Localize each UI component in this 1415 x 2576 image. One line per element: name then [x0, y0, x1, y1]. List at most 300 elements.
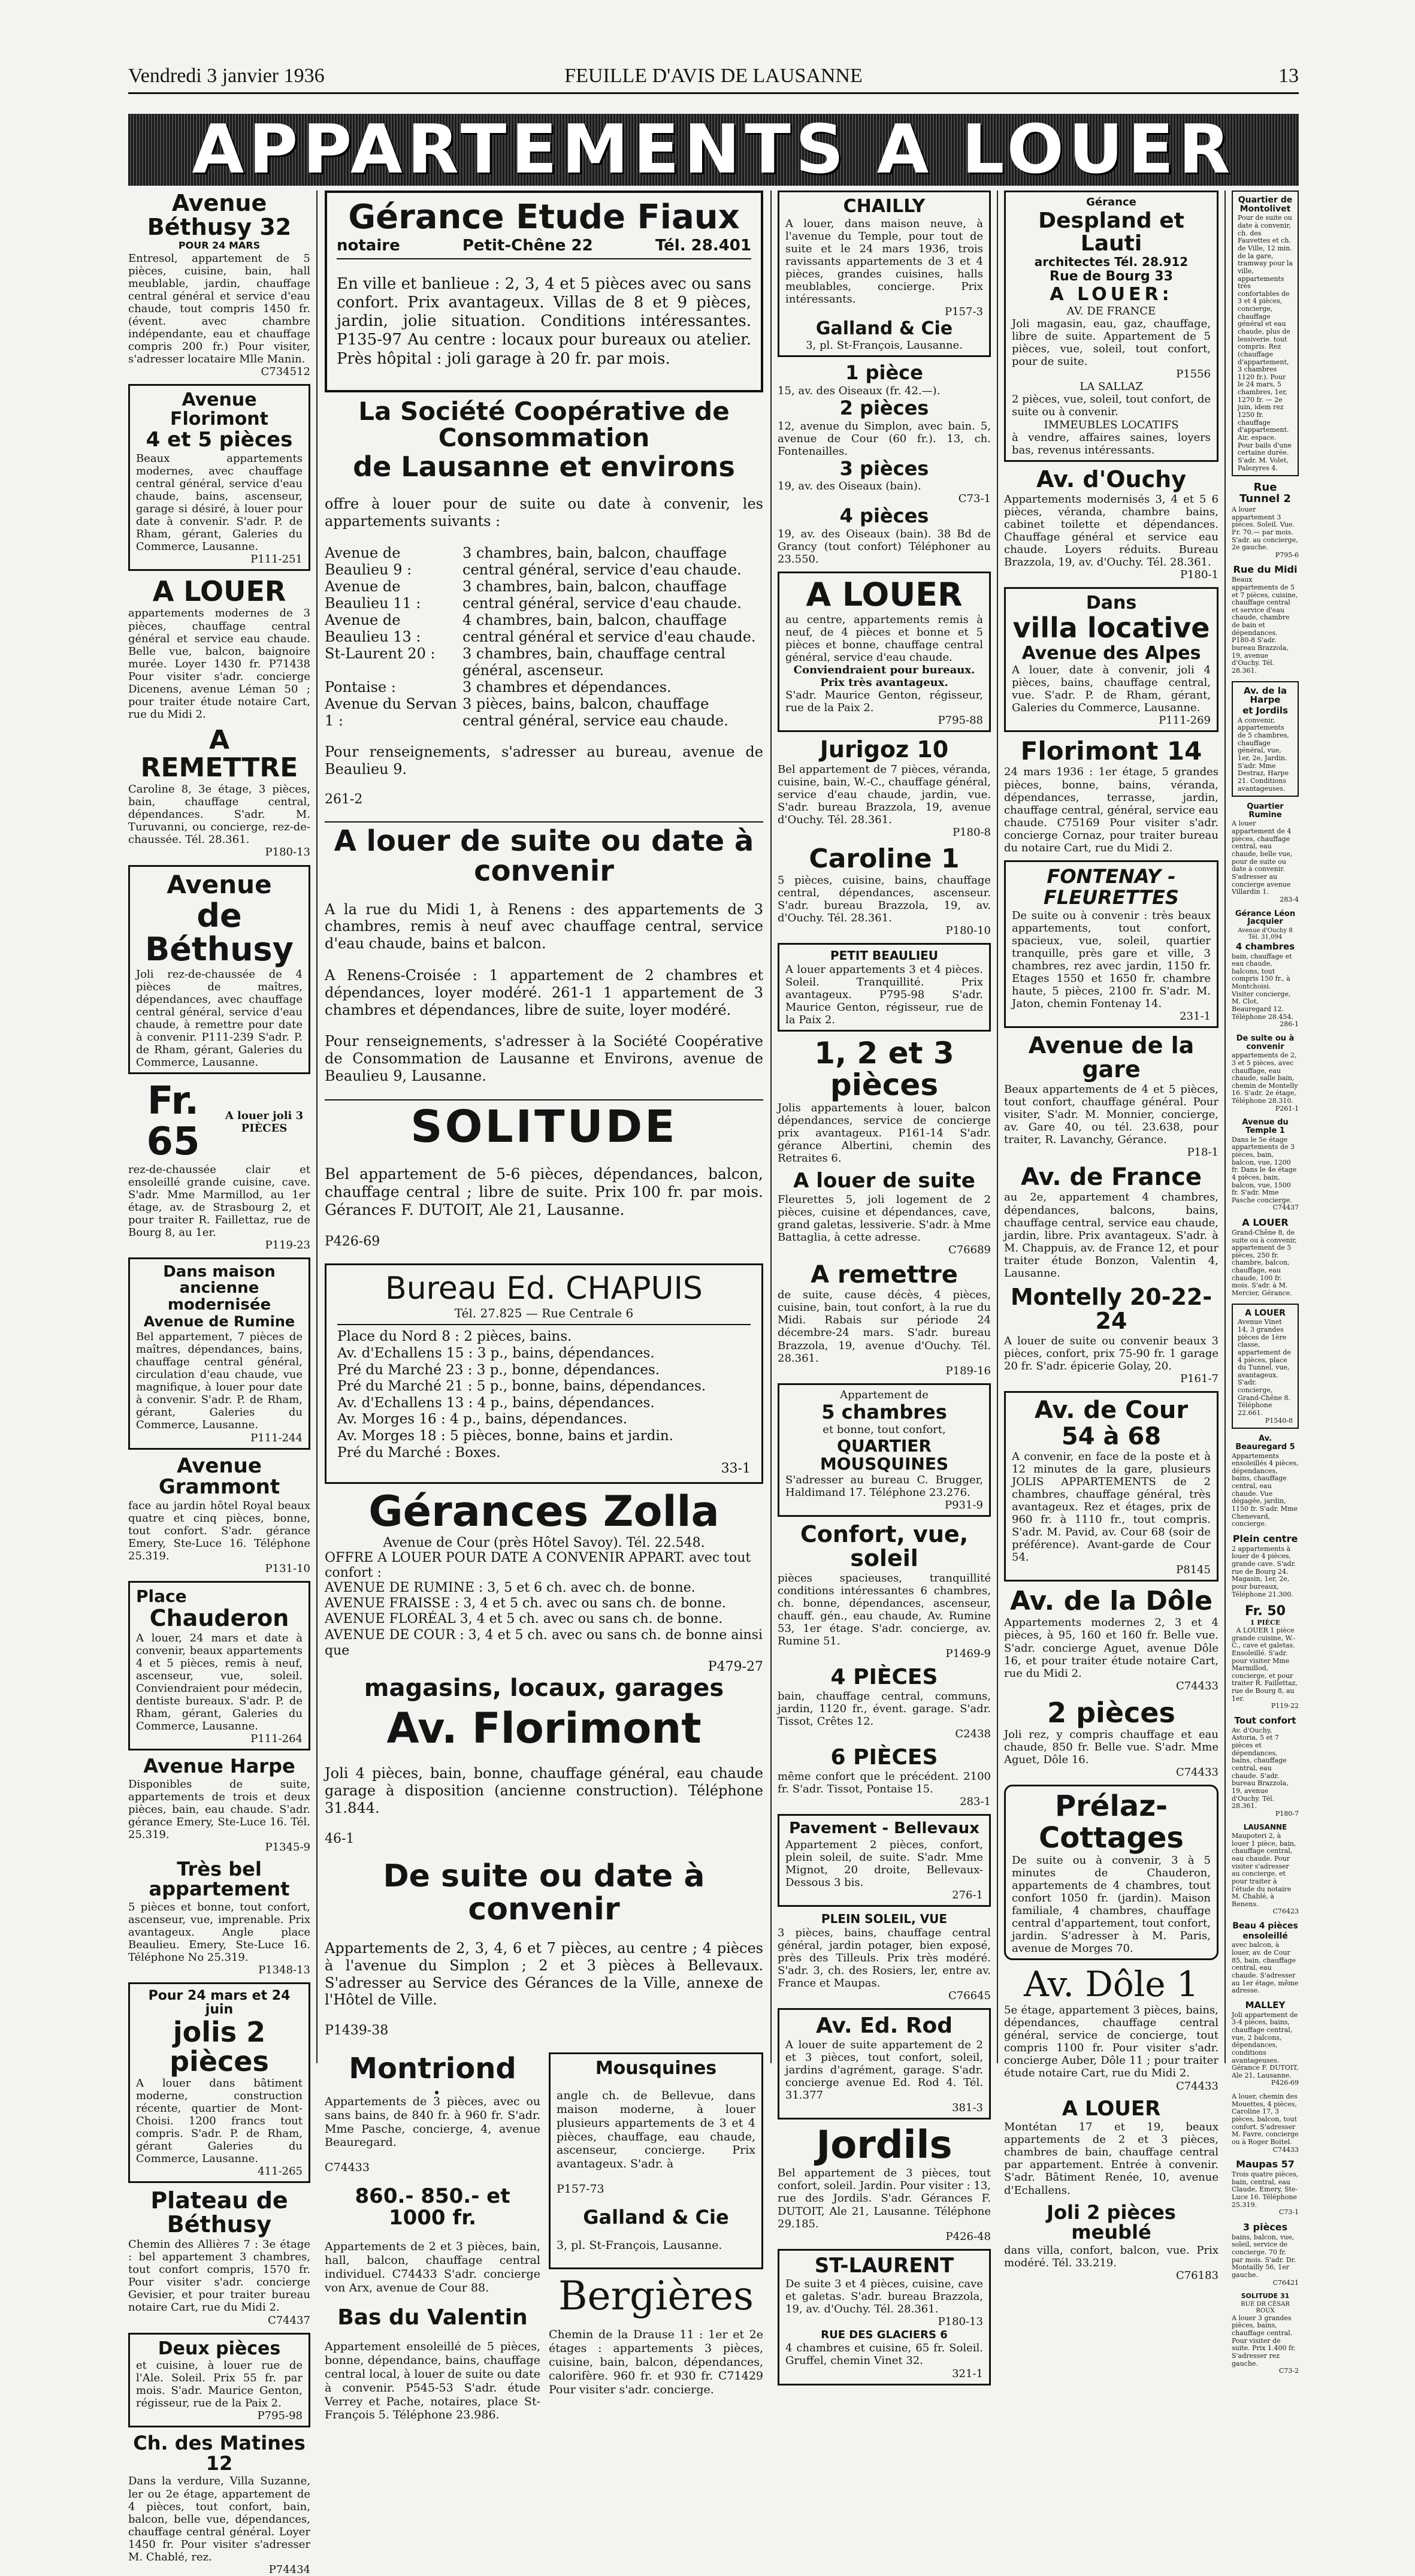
- ad-ref: 411-265: [258, 2165, 303, 2178]
- ad-rue-midi: [1232, 565, 1299, 675]
- ad-body: Appartements modernisés 3, 4 et 5 6 pièces, véranda, chambre bains, cabinet toilette et dépendances. Chauffage général et service eau chaude. Loyers réduits. Bureau Brazzola, 19, av. d'Ouchy. Tél. 28.361.: [1004, 492, 1219, 569]
- list-item: Avenue de Beaulieu 9 : 3 chambres, bain, balcon, chauffage central général, service d'eau chaude.: [325, 544, 742, 578]
- ad-grammont: [128, 1453, 310, 1576]
- ad-address: Rue de Bourg 33: [1050, 269, 1173, 285]
- column-2: [325, 191, 763, 2422]
- ad-body: Chemin des Allières 7 : 3e étage : bel appartement 3 chambres, tout confort compris, 1570 fr. Pour visiter s'adr. concierge Gevisier, et pour traiter bureau notaire Cart, rue du Midi 2.: [128, 2238, 310, 2314]
- ad-beauregard: [1232, 1435, 1299, 1528]
- ad-ref: C2438: [955, 1728, 991, 1741]
- ad-ref: P426-69: [325, 1234, 380, 1250]
- ad-av-france: [1004, 1165, 1219, 1279]
- ad-title: Plein centre: [1232, 1532, 1298, 1544]
- ad-body: 5 pièces, cuisine, bains, chauffage central, dépendances, ascenseur. S'adr. bureau Brazzola, 19, av. d'Ouchy. Tél. 28.361.: [778, 873, 991, 924]
- ad-av-dole: [1004, 1588, 1219, 1692]
- list-item: Av. Morges 16 : 4 p., bains, dépendances.: [337, 1411, 628, 1428]
- list-item: AVENUE DE COUR : 3, 4 et 5 ch. avec ou sans ch. de bonne ainsi que: [325, 1627, 763, 1659]
- ad-ref: P1540-8: [1265, 1416, 1293, 1425]
- ad-body: Entresol, appartement de 5 pièces, cuisine, bain, hall meublable, jardin, chauffage central général et service d'eau chaude, tout compris 1450 fr. (évent. avec chambre indépendante, eau et chauffage compris 200 fr.) Pour visiter, s'adresser locataire Mlle Manin.: [128, 252, 310, 365]
- ad-ref: P1469-9: [945, 1647, 991, 1661]
- ad-title: Av. Florimont: [386, 1703, 702, 1753]
- issue-date: Vendredi 3 janvier 1936: [128, 65, 325, 87]
- ad-ref: C734512: [261, 365, 310, 378]
- ad-av-cour: [1004, 1391, 1219, 1582]
- ad-zolla: [325, 1487, 763, 1702]
- ad-subtitle: de Béthusy: [145, 896, 294, 969]
- ad-body: 2 pièces, vue, soleil, tout confort, de suite ou à convenir.: [1012, 393, 1211, 419]
- list-item: Place du Nord 8 : 2 pièces, bains.: [337, 1329, 572, 1345]
- ad-title: Maupas 57: [1236, 2158, 1295, 2170]
- list-item: AVENUE FLORÉAL 3, 4 et 5 ch. avec ou sans ch. de bonne.: [325, 1611, 723, 1627]
- ad-price: Fr. 65: [146, 1079, 200, 1164]
- ad-body: Joli magasin, eau, gaz, chauffage, libre de suite. Appartement de 5 pièces, vue, soleil, tout confort, pour de suite.: [1012, 318, 1211, 368]
- ad-jacquier: [1232, 910, 1299, 1029]
- ad-title: 4 pièces: [839, 504, 929, 528]
- ad-ref: 46-1: [325, 1831, 355, 1846]
- ad-title: Joli 2 pièces meublé: [1047, 2200, 1176, 2244]
- ad-louer-de-suite: [325, 826, 763, 1085]
- ad-malley: [1232, 2001, 1299, 2087]
- column-3: [778, 191, 991, 2380]
- ad-title: La Société Coopérative de Consommation: [358, 396, 730, 452]
- ad-title: Gérance Etude Fiaux: [348, 198, 740, 237]
- ad-title: Beau 4 pièces: [1232, 1921, 1298, 1931]
- list-item: AVENUE FRAISSE : 3, 4 et 5 ch. avec ou sans ch. de bonne.: [325, 1596, 726, 1611]
- column-rule: [1224, 191, 1226, 2063]
- ad-body: Appartement 2 pièces, confort, plein soleil, de suite. S'adr. Mme Mignot, 20 droite, Bellevaux-Dessous 3 bis.: [785, 1838, 983, 1889]
- ad-prefix: Gérance: [1086, 196, 1136, 208]
- ad-beau-4-pieces: [1232, 1922, 1299, 1995]
- ad-valentin: [325, 2306, 540, 2423]
- newspaper-title: FEUILLE D'AVIS DE LAUSANNE: [564, 65, 863, 87]
- section-banner: [128, 111, 1299, 189]
- ad-agency: Galland & Cie: [583, 2205, 729, 2229]
- ad-title: Quartier Rumine: [1247, 802, 1284, 820]
- ad-plein-centre: [1232, 1534, 1299, 1598]
- ad-bethusy-32: [128, 192, 310, 378]
- ad-ref: C74433: [325, 2161, 370, 2175]
- ad-title: Rue Tunnel 2: [1239, 481, 1291, 506]
- ad-title: Dans maison ancienne modernisée: [163, 1263, 276, 1314]
- ad-body: Disponibles de suite, appartements de trois et deux pièces, bain, eau chaude. S'adr. gérance Emery, Ste-Luce 16. Tél. 25.319.: [128, 1777, 310, 1841]
- ad-ref: P18-1: [1187, 1146, 1219, 1159]
- ad-3-pieces: [1232, 2223, 1299, 2287]
- ad-title: Florimont 14: [1020, 736, 1202, 766]
- ad-ref: P119-22: [1271, 1702, 1299, 1710]
- ad-body: Beaux appartements de 4 et 5 pièces, tout confort, chauffage général. Pour visiter, S'adr. M. Monnier, concierge, av. Gare 40, ou tél. 23.638, pour traiter, R. Lavanchy, Gérance.: [1004, 1083, 1219, 1147]
- ad-title: 4 PIÈCES: [830, 1665, 938, 1690]
- ad-ref: P157-3: [944, 305, 983, 318]
- ad-subtitle: Chauderon: [149, 1604, 289, 1631]
- ad-a-louer: [128, 577, 310, 721]
- ad-title: Confort, vue, soleil: [800, 1521, 969, 1572]
- ad-title: A REMETTRE: [140, 724, 298, 784]
- ad-title: Av. Ed. Rod: [815, 2013, 953, 2039]
- coop-list: [325, 545, 763, 729]
- ad-ref: C76183: [1175, 2269, 1219, 2282]
- ad-plateau: [128, 2189, 310, 2326]
- ad-body: A convenir, appartements de 5 chambres, chauffage général, vue, 1er, 2e, Jardin. S'adr. Mme Destraz, Harpe 21. Conditions avantageuses.: [1238, 716, 1289, 793]
- ad-price: Fr. 50: [1245, 1604, 1286, 1619]
- ad-body: au centre, appartements remis à neuf, de 4 pièces et bonne et 5 pièces et bonne, chauffage central général, service d'eau chaude.: [785, 613, 983, 664]
- ad-body: A louer, chemin des Mouettes, 4 pièces, Caroline 17, 3 pièces, balcon, tout confort. S'adresser M. Favre, concierge ou à Roger Boitel.: [1232, 2093, 1299, 2146]
- ad-body: et bonne, tout confort,: [823, 1423, 946, 1437]
- ad-ref: P180-10: [945, 924, 991, 937]
- ad-title: Av. de France: [1021, 1163, 1202, 1192]
- ad-body: Joli appartement de 3-4 pièces, bains, chauffage central, vue, 2 balcons, dépendances, conditions avantageuses. Gérance F. DUTOIT, Ale 21, Lausanne.: [1232, 2010, 1299, 2079]
- ad-subtitle: 54 à 68: [1061, 1422, 1162, 1450]
- ad-body: En ville et banlieue : 2, 3, 4 et 5 pièces avec ou sans confort. Prix avantageux. Villas de 8 et 9 pièces, jardin, jolie situation. Conditions intéressantes. P135-97 Au centre : locaux pour bureaux ou atelier. Près hôpital : joli garage à 20 fr. par mois.: [337, 274, 751, 368]
- ad-address: 3, pl. St-François, Lausanne.: [806, 339, 963, 352]
- ad-side-title: A LOUER 1 pièce: [1236, 1626, 1295, 1634]
- ad-matines: [128, 2433, 310, 2576]
- ad-ref: P426-69: [1271, 2079, 1299, 2087]
- ad-body: S'adresser au bureau C. Brugger, Haldimand 17. Téléphone 23.276.: [785, 1474, 983, 1499]
- ad-meuble: [1004, 2200, 1219, 2282]
- ad-body: 15, av. des Oiseaux (fr. 42.—).: [778, 385, 941, 398]
- ad-body: A la rue du Midi 1, à Renens : des appartements de 3 chambres, remis à neuf avec chauffage central, service d'eau chaude, bains et balcon.: [325, 900, 763, 953]
- ad-montolivet: [1232, 191, 1299, 476]
- ad-intro: offre à louer pour de suite ou date à convenir, les appartements suivants :: [325, 495, 763, 530]
- ad-ref: P795-88: [938, 714, 983, 727]
- ad-body: 4 chambres et cuisine, 65 fr. Soleil. Gruffel, chemin Vinet 32.: [785, 2342, 983, 2368]
- ad-body: Caroline 8, 3e étage, 3 pièces, bain, chauffage central, dépendances. S'adr. M. Turuvanni, ou concierge, rez-de-chaussée. Tél. 28.361.: [128, 783, 310, 846]
- ad-jordils: [778, 2125, 991, 2242]
- ad-body: appartements modernes de 3 pièces, chauffage central général et service eau chaude. Belle vue, balcon, baignoire murée. Loyer 1430 fr. P71438 Pour visiter s'adr. concierge Dicenens, avenue Léman 50 ; pour traiter étude notaire Cart, rue du Midi 2.: [128, 607, 310, 721]
- ad-avenue-harpe: [128, 1756, 310, 1854]
- ad-body: face au jardin hôtel Royal beaux quatre et cinq pièces, bonne, tout confort. S'adr. gérance Emery, Ste-Luce 16. Téléphone 25.319.: [128, 1499, 310, 1563]
- ad-ref: P261-1: [1275, 1104, 1299, 1112]
- ad-ref: P111-251: [250, 553, 303, 566]
- ad-title: Bas du Valentin: [337, 2305, 528, 2330]
- ad-title: jolis 2 pièces: [170, 2016, 269, 2078]
- ad-title: Montelly 20-22-24: [1010, 1283, 1213, 1334]
- ad-agency: Galland & Cie: [815, 318, 953, 339]
- column-rule: [316, 191, 318, 2063]
- ad-body: A louer 3 grandes pièces, bains, chauffage central. Pour visiter de suite. Prix 1.400 fr. S'adresser rez gauche.: [1232, 2314, 1296, 2368]
- ad-ref: C74437: [267, 2314, 310, 2327]
- ad-body: De suite ou à convenir : très beaux appartements, tout confort, spacieux, vue, soleil, quartier tranquille, près gare et ville, 3 chambres, rez avec jardin, 1150 fr. Etages 1550 et 1650 fr. chambre haute, 5 pièces, 2100 fr. S'adr. M. Jaton, chemin Fontenay 14.: [1012, 909, 1211, 1011]
- ad-chapuis: [325, 1263, 763, 1484]
- ad-title: 2 pièces: [839, 397, 929, 420]
- ad-ref: C74433: [1272, 2145, 1299, 2154]
- print-speck: [435, 2091, 439, 2094]
- ad-body: de suite, cause décès, 4 pièces, cuisine, bain, tout confort, à la rue du Midi. Rabais sur période 24 décembre-24 mars. S'adr. bureau Brazzola, 19, avenue d'Ouchy. Tél. 28.361.: [778, 1289, 991, 1365]
- ad-title: CHAILLY: [843, 196, 926, 217]
- ad-ref: C76421: [1272, 2278, 1299, 2287]
- ad-body: à vendre, affaires saines, loyers bas, revenus intéressants.: [1012, 431, 1211, 456]
- ad-grid: [325, 2052, 763, 2434]
- ad-body: 2 appartements à louer de 4 pièces, grande cave. S'adr. rue de Bourg 24. Magasin, 1er, 2e, pour bureaux, Téléphone 21.300.: [1232, 1544, 1296, 1598]
- ad-ref: P931-9: [944, 1499, 983, 1512]
- page-number: 13: [1278, 65, 1299, 87]
- ad-subtitle: RUE DR CÉSAR ROUX: [1241, 2300, 1290, 2315]
- ad-body: Maupoteri 2, à louer 1 pièce, bain, chauffage central, eau chaude. Pour visiter s'adresser au concierge, et pour traiter à l'étude du notaire M. Chablé, à Renens.: [1232, 1832, 1296, 1908]
- ad-body: Grand-Chêne 8, de suite ou à convenir, appartement de 5 pièces, 250 fr. chambre, balcon, chauffage, eau chaude, 100 fr. mois. S'adr. à M. Mercier, Gérance.: [1232, 1228, 1297, 1297]
- ad-title: Av. d'Ouchy: [1036, 465, 1186, 492]
- ad-title: Jurigoz 10: [820, 736, 949, 763]
- ad-rue-tunnel: [1232, 482, 1299, 559]
- ad-jolis-2-pieces: [128, 1982, 310, 2183]
- list-item: Avenue du Servan 1 : 3 pièces, bains, balcon, chauffage central général, service eau chaude.: [325, 695, 728, 729]
- ad-body: Bel appartement de 7 pièces, véranda, cuisine, bain, W.-C., chauffage général, service d'eau chaude, jardin, vue. S'adr. bureau Brazzola, 19, avenue d'Ouchy. Tél. 28.361.: [778, 763, 991, 827]
- ad-title: Avenue de la gare: [1028, 1032, 1195, 1083]
- ad-ref: P111-269: [1159, 714, 1211, 727]
- list-item: Pontaise : 3 chambres et dépendances.: [325, 678, 672, 696]
- ad-subtitle: Pour 24 mars et 24 juin: [148, 1988, 291, 2018]
- ad-ref: P180-13: [265, 846, 310, 859]
- ad-body: A louer, dans maison neuve, à l'avenue du Temple, pour tout de suite et le 24 mars 1936, trois ravissants appartements de 3 et 4 pièces, grandes cuisines, halls meublables, concierge. Prix intéressants.: [785, 217, 983, 306]
- ad-body: Montétan 17 et 19, beaux appartements de 2 et 3 pièces, chambres de bain, chauffage central par appartement. Entrée à convenir. S'adr. Bâtiment Renée, 10, avenue d'Echallens.: [1004, 2121, 1219, 2197]
- ad-outro: Pour renseignements, s'adresser au bureau, avenue de Beaulieu 9.: [325, 743, 763, 778]
- ad-maupas: [1232, 2160, 1299, 2217]
- ad-ref: 283-4: [1280, 895, 1299, 903]
- ad-de-suite: [1232, 1035, 1299, 1112]
- ad-title: Pavement - Bellevaux: [789, 1819, 979, 1838]
- ad-ref: P479-27: [708, 1659, 763, 1674]
- ad-body: 24 mars 1936 : 1er étage, 5 grandes pièces, bonne, bains, véranda, dépendances, terrasse, jardin, chauffage central, général, service eau chaude. C75169 Pour visiter s'adr. concierge Cornaz, pour traiter bureau du notaire Cart, rue du Midi 2.: [1004, 766, 1219, 854]
- column-4: [1004, 191, 1219, 2282]
- ad-title: Despland et Lauti: [1038, 208, 1184, 256]
- ad-ref: C74437: [1272, 1204, 1299, 1212]
- ad-subtitle: Avenue des Alpes: [1021, 642, 1201, 664]
- ad-ref: P795-6: [1275, 551, 1299, 559]
- list-item: Pré du Marché 21 : 5 p., bonne, bains, dépendances.: [337, 1378, 706, 1395]
- ad-footer: magasins, locaux, garages: [364, 1674, 724, 1702]
- ad-body: Appartements modernes 2, 3 et 4 pièces, à 95, 160 et 160 fr. Belle vue. S'adr. concierge Aguet, avenue Dôle 16, et pour traiter étude notaire Cart, rue du Midi 2.: [1004, 1616, 1219, 1680]
- ad-body: 12, avenue du Simplon, avec bain. 5, avenue de Cour (60 fr.). 13, ch. Fontenailles.: [778, 419, 991, 458]
- ad-body: Pour renseignements, s'adresser à la Société Coopérative de Consommation de Lausanne et Environs, avenue de Beaulieu 9, Lausanne.: [325, 1033, 763, 1084]
- ad-title: Gérances Zolla: [368, 1487, 719, 1537]
- ad-body: 5e étage, appartement 3 pièces, bains, dépendances, chauffage central général, service de concierge, tout compris 1100 fr. Pour visiter s'adr. concierge Auber, Dôle 11 ; pour traiter étude notaire Cart, rue du Midi 2.: [1004, 2004, 1219, 2080]
- ad-title: Deux pièces: [158, 2338, 281, 2359]
- ad-body: Bel appartement de 3 pièces, tout confort, soleil. Jardin. Pour visiter : 13, rue des Jordils. S'adr. Gérances F. DUTOIT, Ale 21, Lausanne. Téléphone 29.185.: [778, 2167, 991, 2230]
- ad-body: 5 pièces et bonne, tout confort, ascenseur, vue, imprenable. Prix avantageux. Angle place Beaulieu. Emery, Ste-Luce 16. Téléphone No 25.319.: [128, 1901, 310, 1964]
- list-item: Pré du Marché 23 : 3 p., bonne, dépendances.: [337, 1362, 660, 1378]
- ad-ref: 286-1: [1280, 1020, 1299, 1029]
- ad-body: S'adr. Maurice Genton, régisseur, rue de la Paix 2.: [785, 689, 983, 715]
- ad-prelaz: [1004, 1785, 1219, 1960]
- ad-solitude-31: [1232, 2293, 1299, 2375]
- ad-body: même confort que le précédent. 2100 fr. S'adr. Tissot, Pontaise 15.: [778, 1770, 991, 1796]
- ad-confort-vue: [778, 1523, 991, 1660]
- ad-despland: [1004, 191, 1219, 462]
- ad-title: Avenue Béthusy 32: [147, 190, 292, 240]
- ad-body: dans villa, confort, balcon, vue. Prix modéré. Tél. 33.219.: [1004, 2244, 1219, 2269]
- ad-body: Fleurettes 5, joli logement de 2 pièces, cuisine et dépendances, cave, grand galetas, lessiverie. S'adr. à Mme Battaglia, à cette adresse.: [778, 1193, 991, 1244]
- ad-a-louer-montetan: [1004, 2096, 1219, 2197]
- ad-title: Plateau de Béthusy: [150, 2187, 288, 2238]
- ad-list-pieces: [778, 363, 991, 566]
- ad-title: Tout confort: [1234, 1715, 1296, 1727]
- ad-phone: Tél. 27.825 — Rue Centrale 6: [454, 1306, 634, 1321]
- ad-body: Trois quatre pièces, bain, central, eau Claude, Emery, Ste-Luce 16. Téléphone 25.319.: [1232, 2170, 1299, 2209]
- ad-temple: [1232, 1118, 1299, 1212]
- ad-caroline: [778, 845, 991, 937]
- ad-title: Av. de la Harpe: [1244, 685, 1287, 706]
- ad-prefix: Appartement de: [840, 1388, 929, 1401]
- ad-side-title: 1 PIÈCE: [1250, 1619, 1281, 1627]
- list-item: Avenue de Beaulieu 11 : 3 chambres, bain, balcon, chauffage central général, service d'eau chaude.: [325, 578, 742, 612]
- ad-subtitle: Avenue d'Ouchy 8 Tél. 31,094: [1238, 927, 1293, 941]
- ad-side-title: A louer joli 3 PIÈCES: [225, 1109, 304, 1135]
- ad-harpe-jordils: [1232, 681, 1299, 797]
- ad-deux-pieces: [128, 2333, 310, 2428]
- ad-title: A LOUER: [1242, 1217, 1289, 1229]
- ad-subtitle: QUARTIER MOUSQUINES: [820, 1436, 949, 1474]
- ad-title: Bureau Ed. CHAPUIS: [385, 1270, 703, 1307]
- ad-ref: P180-7: [1275, 1809, 1299, 1818]
- ad-fr-50: [1232, 1604, 1299, 1710]
- ad-subtitle: Conviendraient pour bureaux. Prix très avantageux.: [793, 664, 975, 690]
- ad-plein-soleil: [778, 1913, 991, 2002]
- ad-body: De suite ou à convenir, 3 à 5 minutes de Chauderon, appartements de 4 chambres, tout confort 1050 fr. (jardin). Maison familiale, 4 chambres, chauffage central d'appartement, tout confort, jardin. S'adresser à M. Paris, avenue de Morges 70.: [1012, 1854, 1211, 1955]
- ad-cooperative: [325, 398, 763, 808]
- ad-ref: 321-1: [952, 2367, 983, 2380]
- ad-title: Caroline 1: [809, 843, 960, 874]
- ad-title: Av. Dôle 1: [1024, 1964, 1199, 2005]
- ad-tout-confort: [1232, 1716, 1299, 1818]
- ad-title: MALLEY: [1245, 1999, 1286, 2010]
- ad-title: Prélaz-: [1054, 1789, 1168, 1824]
- ad-montelly: [1004, 1283, 1219, 1385]
- ad-subtitle: de Lausanne et environs: [353, 450, 735, 483]
- ad-title: Très bel appartement: [149, 1857, 290, 1901]
- list-item: Av. d'Echallens 15 : 3 p., bains, dépendances.: [337, 1346, 655, 1362]
- ad-ref: P189-16: [945, 1364, 991, 1377]
- ad-ref: C74433: [1175, 1679, 1219, 1692]
- ad-body: Bel appartement, 7 pièces de maîtres, dépendances, bains, chauffage central général, circulation d'eau chaude, vue magnifique, à louer pour date à convenir. S'adr. P. de Rham, gérant, Galeries du Commerce, Lausanne.: [136, 1331, 303, 1432]
- ad-florimont: [128, 384, 310, 571]
- ad-subtitle: FLEURETTES: [1044, 886, 1179, 909]
- ad-title: villa locative: [1012, 612, 1210, 645]
- ad-body: grande cuisine, W.-C., cave et galetas. Ensoleillé. S'adr. pour visiter Mme Marmillod, concierge, et pour traiter R. Faillettaz, rue de Bourg 8, au 1er.: [1232, 1634, 1298, 1703]
- ad-body: A louer de suite ou convenir beaux 3 pièces, confort, prix 75-90 fr. 1 garage 20 fr. S'adr. épicerie Golay, 20.: [1004, 1334, 1219, 1372]
- ad-title: Gérance Léon Jacquier: [1235, 909, 1296, 927]
- ad-title: PETIT BEAULIEU: [830, 948, 939, 963]
- ad-title: De suite ou date à convenir: [383, 1858, 705, 1927]
- ad-chailly: [778, 191, 991, 357]
- ad-ref: P426-48: [945, 2230, 991, 2243]
- ad-ref: 283-1: [960, 1795, 991, 1809]
- ad-ref: P180-13: [938, 2315, 983, 2329]
- ad-petit-beaulieu: [778, 943, 991, 1032]
- ad-title: Mousquines: [595, 2057, 717, 2079]
- ad-intro: OFFRE A LOUER POUR DATE A CONVENIR APPART. avec tout confort :: [325, 1550, 751, 1580]
- ad-body: Av. d'Ouchy, Astoria, 5 et 7 pièces et dépendances, bains, chauffage central, eau chaude. S'adr. bureau Brazzola, 19, avenue d'Ouchy. Tél. 28.361.: [1232, 1726, 1289, 1810]
- ad-subtitle: 4 et 5 pièces: [146, 428, 293, 452]
- ad-ref: C76689: [948, 1244, 991, 1257]
- ad-body: A convenir, en face de la poste et à 12 minutes de la gare, plusieurs JOLIS APPARTEMENTS de 2 chambres, chauffage général, très avantageux. Rez et étages, prix de 960 fr. à 1110 fr., tout compris. S'adr. M. Pavid, av. Cour 68 (soir de préférence). Avant-garde de Cour 54.: [1012, 1450, 1211, 1564]
- ad-body: appartements de 2, 3 et 5 pièces, avec chauffage, eau chaude, salle bain, chemin de Montelly 16. S'adr. 2e étage, Téléphone 28.310.: [1232, 1051, 1298, 1105]
- ad-2-pieces: [1004, 1698, 1219, 1779]
- ad-ref: P180-1: [1180, 568, 1219, 581]
- ad-address: Petit-Chêne 22: [462, 236, 593, 255]
- ad-body: au 2e, appartement 4 chambres, dépendances, balcons, bains, chauffage central, service eau chaude, jardin, libre. Prix avantageux. S'adr. à M. Chappuis, av. de France 12, et pour traiter étude Bonzon, Valentin 4, Lausanne.: [1004, 1191, 1219, 1280]
- ad-ref: P1556: [1176, 368, 1211, 381]
- ad-fr-65: [128, 1080, 310, 1251]
- ad-title: A LOUER: [806, 576, 963, 614]
- ad-body: Appartements ensoleillés 4 pièces, dépendances, bains, chauffage central, eau chaude. Vue dégagée, jardin, 1150 fr. S'adr. Mme Chenevard, concierge.: [1232, 1452, 1299, 1528]
- list-item: Pré du Marché : Boxes.: [337, 1444, 501, 1461]
- ad-de-bethusy: [128, 865, 310, 1075]
- ad-subtitle: POUR 24 MARS: [178, 239, 261, 251]
- ad-body: bain, chauffage et eau chaude, balcons, tout compris 150 fr., à Montchoisi.: [1232, 952, 1292, 991]
- ad-ref: 381-3: [952, 2102, 983, 2115]
- ad-fontenay: [1004, 860, 1219, 1029]
- ad-body: A louer de suite appartement de 2 et 3 pièces, tout confort, soleil, jardins d'agrément, garage. S'adr. concierge avenue Ed. Rod 4. Tél. 31.377: [785, 2038, 983, 2102]
- ad-6-pieces: [778, 1746, 991, 1808]
- ad-body: Joli rez-de-chaussée de 4 pièces de maîtres, dépendances, avec chauffage central général, service d'eau chaude, à remettre pour date à convenir. P111-239 S'adr. P. de Rham, gérant, Galeries du Commerce, Lausanne.: [136, 968, 303, 1069]
- ad-ref: C76645: [948, 1990, 991, 2003]
- ad-fiaux: [325, 191, 763, 392]
- ad-title: Quartier de Montolivet: [1238, 195, 1293, 214]
- ad-subtitle: Cottages: [1039, 1821, 1184, 1855]
- ad-body: Appartements de 2, 3, 4, 6 et 7 pièces, au centre ; 4 pièces à l'avenue du Simplon ; 2 et 3 pièces à Bellevaux. S'adresser au Service des Gérances de la Ville, annexe de l'Hôtel de Ville.: [325, 1940, 763, 2009]
- ad-ref: C73-2: [1278, 2367, 1299, 2375]
- ad-title: SOLITUDE: [410, 1100, 678, 1153]
- ad-solitude: [325, 1100, 763, 1250]
- ad-av-gare: [1004, 1034, 1219, 1159]
- ad-body: A louer dans bâtiment moderne, construction récente, quartier de Mont-Choisi. 1200 francs tout compris. S'adr. P. de Rham, gérant Galeries du Commerce, Lausanne.: [136, 2077, 303, 2166]
- ad-jurigoz: [778, 738, 991, 839]
- ad-ref: C76423: [1272, 1907, 1299, 1916]
- ad-ref: C73-1: [958, 492, 991, 506]
- ad-body: avec balcon, à louer, av. de Cour 85, bain, chauffage central, eau chaude. S'adresser au 1er étage, même adresse.: [1232, 1941, 1299, 1995]
- ad-rumine: [128, 1257, 310, 1450]
- ad-title: PLEIN SOLEIL, VUE: [821, 1911, 948, 1926]
- ad-ref: P131-10: [265, 1562, 310, 1576]
- ad-ref: 261-2: [325, 792, 363, 808]
- ad-subtitle: LA SALLAZ: [1080, 380, 1143, 394]
- ad-quartier-rumine: [1232, 803, 1299, 903]
- ad-body: Avenue Vinet 14, 3 grandes pièces de 1ère classe, appartement de 4 pièces, place du Tunnel, vue, avantageux. S'adr. concierge, Grand-Chêne 8. Téléphone 22.661.: [1238, 1318, 1291, 1417]
- ad-title: A LOUER: [1245, 1308, 1286, 1318]
- ad-title: 6 PIÈCES: [830, 1745, 938, 1770]
- ad-ref: P1439-38: [325, 2023, 389, 2039]
- ad-title: Bergières: [558, 2273, 754, 2320]
- ad-ref: P795-98: [257, 2409, 303, 2423]
- ad-title: Av. Beauregard 5: [1235, 1434, 1295, 1452]
- ad-body: Jolis appartements à louer, balcon dépendances, service de concierge prix avantageux. P161-14 S'adr. gérance Albertini, chemin des Retraites 6.: [778, 1102, 991, 1165]
- ad-title: Av. de Cour: [1034, 1396, 1189, 1424]
- ad-title: 3 pièces: [839, 456, 929, 480]
- ad-title: A LOUER: [1062, 2096, 1161, 2121]
- ad-de-suite-convenir: [325, 1860, 763, 2039]
- ad-title: Avenue Florimont: [170, 389, 269, 430]
- ad-title: Avenue Harpe: [143, 1754, 295, 1777]
- ad-title: FONTENAY -: [1047, 864, 1176, 888]
- ad-subtitle: architectes Tél. 28.912: [1034, 255, 1189, 270]
- ad-montriond: [325, 2051, 540, 2175]
- ad-body: 3 pièces, bains, chauffage central général, jardin potager, bien exposé, près des Tilleuls. Prix très modéré. S'adr. 3, ch. des Rosiers, ler, entre av. France et Maupas.: [778, 1926, 991, 1990]
- ad-title: 1, 2 et 3 pièces: [814, 1036, 954, 1102]
- ad-body: Pour de suite ou date à convenir, ch. des Fauvettes et ch. de Ville, 12 min. de la gare, tramway pour la ville, appartements très confortables de 3 et 4 pièces, concierge, chauffage général et eau chaude, plus de lessiverie. tout compris. Rez (chauffage d'appartement, 3 chambres 1120 fr.). Pour le 24 mars, 5 chambres, 1er, 1270 fr. — 2e juin, idem rez 1250 fr. chauffage d'appartement. Air, espace. Pour bails d'une certaine durée. S'adr. M. Volet, Palezyres 4.: [1238, 214, 1293, 472]
- column-5: [1232, 191, 1299, 2375]
- ad-a-remettre-2: [778, 1262, 991, 1377]
- ad-ed-rod: [778, 2008, 991, 2120]
- ad-ref: C73-1: [1278, 2208, 1299, 2217]
- ad-mouettes: [1232, 2093, 1299, 2154]
- ad-pavement: [778, 1814, 991, 1907]
- ad-body: Joli rez, y compris chauffage et eau chaude, 850 fr. Belle vue. S'adr. Mme Aguet, Dôle 16.: [1004, 1728, 1219, 1767]
- ad-body: angle ch. de Bellevue, dans maison moderne, à louer plusieurs appartements de 3 et 4 pièces, chauffage, eau chaude, ascenseur, concierge. Prix avantageux. S'adr. à: [557, 2089, 755, 2171]
- ad-title: SOLITUDE 31: [1241, 2292, 1290, 2300]
- ad-title: Place: [136, 1586, 187, 1607]
- ad-bergieres: [549, 2275, 763, 2396]
- ad-title: Montriond: [349, 2051, 516, 2085]
- ad-title: 4 chambres: [1235, 941, 1295, 952]
- ad-subtitle: notaire: [337, 236, 400, 255]
